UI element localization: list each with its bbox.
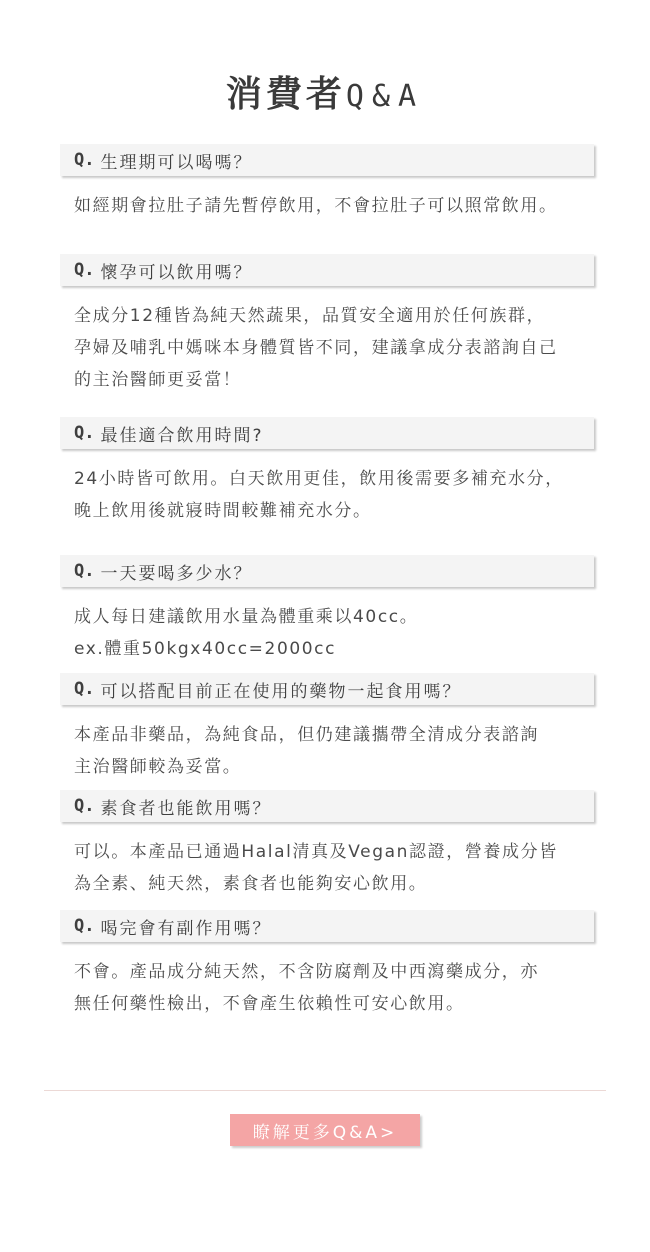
question-text: 可以搭配目前正在使用的藥物一起食用嗎？ — [100, 681, 462, 702]
question-text: 素食者也能飲用嗎？ — [100, 798, 272, 819]
answer-text: 成人每日建議飲用水量為體重乘以40cc。 ex.體重50kgx40cc=2000cc — [74, 607, 419, 659]
answer-text: 如經期會拉肚子請先暫停飲用，不會拉肚子可以照常飲用。 — [74, 196, 558, 216]
question-mark-label: Q. — [74, 679, 95, 699]
question-text: 喝完會有副作用嗎？ — [100, 918, 272, 939]
faq-item-5 — [60, 673, 594, 783]
answer-text: 全成分12種皆為純天然蔬果，品質安全適用於任何族群， 孕婦及哺乳中媽咪本身體質皆不同，建議拿成分表諮詢自己 的主治醫師更妥當！ — [74, 306, 558, 390]
answer-text: 不會。產品成分純天然，不含防腐劑及中西瀉藥成分，亦 無任何藥性檢出，不會產生依賴性可安心飲用。 — [74, 962, 539, 1014]
question-mark-label: Q. — [74, 561, 95, 581]
question-bar — [60, 790, 594, 822]
question-mark-label: Q. — [74, 150, 95, 170]
question-bar — [60, 910, 594, 942]
answer-text: 24小時皆可飲用。白天飲用更佳，飲用後需要多補充水分， 晚上飲用後就寢時間較難補充水分。 — [74, 469, 564, 521]
answer-text: 本產品非藥品，為純食品，但仍建議攜帶全清成分表諮詢 主治醫師較為妥當。 — [74, 725, 539, 777]
faq-item-7 — [60, 910, 594, 1020]
page-title — [0, 66, 650, 117]
question-bar — [60, 417, 594, 449]
question-bar — [60, 254, 594, 286]
question-bar — [60, 555, 594, 587]
page-title-cjk: 消費者 — [225, 73, 346, 115]
question-mark-label: Q. — [74, 916, 95, 936]
faq-item-2 — [60, 254, 594, 396]
question-text: 一天要喝多少水？ — [100, 563, 253, 584]
learn-more-qa-button[interactable]: 瞭解更多Q&A> — [230, 1114, 420, 1146]
question-mark-label: Q. — [74, 260, 95, 280]
question-text: 懷孕可以飲用嗎？ — [100, 262, 253, 283]
question-mark-label: Q. — [74, 423, 95, 443]
faq-item-4 — [60, 555, 594, 665]
section-divider — [44, 1090, 606, 1091]
question-mark-label: Q. — [74, 796, 95, 816]
question-bar — [60, 144, 594, 176]
answer-text: 可以。本產品已通過Halal清真及Vegan認證，營養成分皆 為全素、純天然，素食者也能夠安心飲用。 — [74, 842, 558, 894]
question-text: 最佳適合飲用時間? — [100, 425, 264, 446]
faq-item-1 — [60, 144, 594, 222]
page-title-latin: Q&A — [345, 79, 425, 114]
faq-item-6 — [60, 790, 594, 900]
question-bar — [60, 673, 594, 705]
faq-item-3 — [60, 417, 594, 527]
question-text: 生理期可以喝嗎？ — [100, 152, 253, 173]
